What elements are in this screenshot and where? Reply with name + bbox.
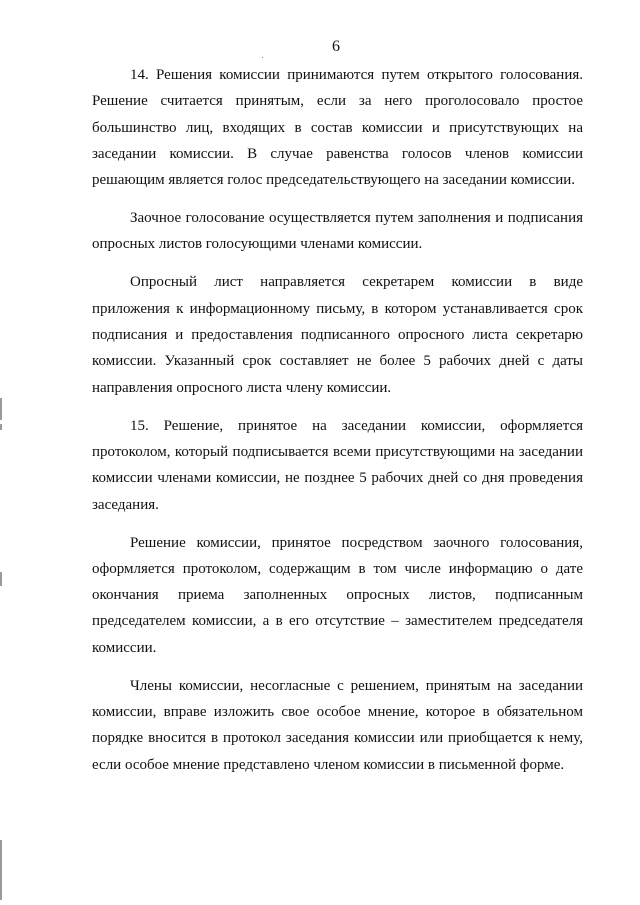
scan-dot <box>262 57 263 58</box>
paragraph-14-voting: 14. Решения комиссии принимаются путем открытого голосования. Решение считается принятым, если за него проголосовало простое большинство лиц, входящих в состав комиссии и присутствующих на заседании комиссии. В случае равенства голосов членов комиссии решающим является голос председательствующего на заседании комиссии. <box>92 67 583 189</box>
paragraph-questionnaire: Опросный лист направляется секретарем комиссии в виде приложения к информационному письму, в котором устанавливается срок подписания и предоставления подписанного опросного листа секретарю комиссии. Указанный срок составляет не более 5 рабочих дней с даты направления опросного листа члену комиссии. <box>92 274 583 396</box>
paragraph-15-protocol: 15. Решение, принятое на заседании комиссии, оформляется протоколом, который подписывается всеми присутствующими на заседании комиссии членами комиссии, не позднее 5 рабочих дней со дня проведения заседания. <box>92 417 583 513</box>
scan-edge-mark <box>0 424 2 430</box>
paragraph-dissenting-opinion: Члены комиссии, несогласные с решением, принятым на заседании комиссии, вправе изложить свое особое мнение, которое в обязательном порядке вносится в протокол заседания комиссии или приобщается к нему, если особое мнение представлено членом комиссии в письменной форме. <box>92 677 583 773</box>
document-body <box>92 62 583 790</box>
page-number: 6 <box>332 38 340 55</box>
paragraph-absentee-decision: Решение комиссии, принятое посредством заочного голосования, оформляется протоколом, содержащим в том числе информацию о дате окончания приема заполненных опросных листов, подписанным председателем комиссии, а в его отсутствие – заместителем председателя комиссии. <box>92 534 583 656</box>
scan-edge-mark <box>0 840 2 900</box>
paragraph-absentee-voting: Заочное голосование осуществляется путем заполнения и подписания опросных листов голосующими членами комиссии. <box>92 210 583 253</box>
scan-edge-mark <box>0 572 2 586</box>
scan-edge-mark <box>0 398 2 420</box>
